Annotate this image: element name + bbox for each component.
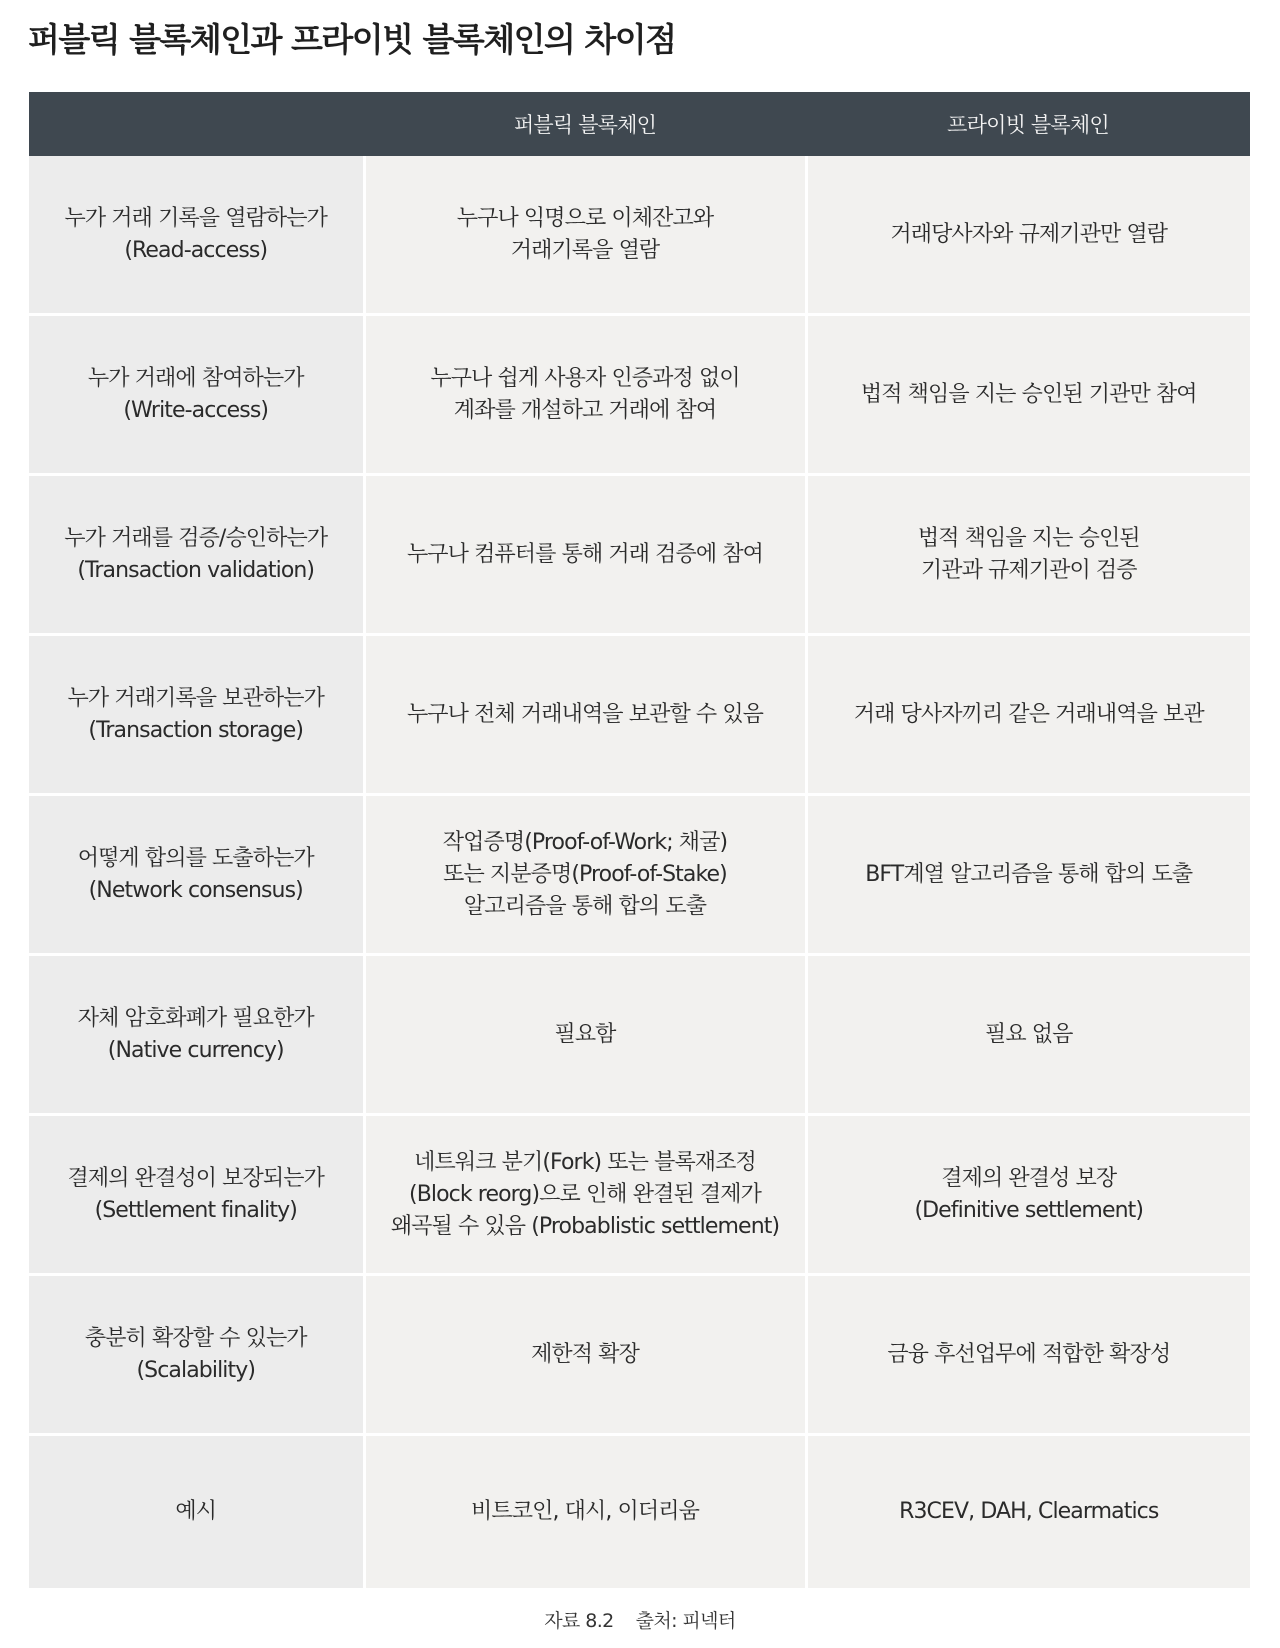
table-row [29, 635, 1250, 795]
row-criterion: 누가 거래 기록을 열람하는가 (Read-access) [29, 156, 364, 315]
row-private-value: 거래 당사자끼리 같은 거래내역을 보관 [806, 635, 1250, 795]
table-row [29, 1115, 1250, 1275]
row-public-value: 누구나 쉽게 사용자 인증과정 없이 계좌를 개설하고 거래에 참여 [364, 315, 806, 475]
figure-caption [0, 1606, 1280, 1633]
row-private-value: 법적 책임을 지는 승인된 기관과 규제기관이 검증 [806, 475, 1250, 635]
row-private-value: R3CEV, DAH, Clearmatics [806, 1435, 1250, 1589]
row-public-value: 누구나 컴퓨터를 통해 거래 검증에 참여 [364, 475, 806, 635]
header-criterion [29, 92, 364, 156]
table-row [29, 1275, 1250, 1435]
row-criterion: 누가 거래를 검증/승인하는가 (Transaction validation) [29, 475, 364, 635]
header-public-blockchain: 퍼블릭 블록체인 [364, 92, 806, 156]
row-criterion: 예시 [29, 1435, 364, 1589]
row-criterion: 누가 거래에 참여하는가 (Write-access) [29, 315, 364, 475]
table-header [29, 92, 1250, 156]
header-row [29, 92, 1250, 156]
row-public-value: 필요함 [364, 955, 806, 1115]
row-criterion: 누가 거래기록을 보관하는가 (Transaction storage) [29, 635, 364, 795]
table-row [29, 795, 1250, 955]
table-row [29, 955, 1250, 1115]
row-public-value: 네트워크 분기(Fork) 또는 블록재조정 (Block reorg)으로 인해 완결된 결제가 왜곡될 수 있음 (Probablistic settlement) [364, 1115, 806, 1275]
table-body [29, 156, 1250, 1588]
row-public-value: 제한적 확장 [364, 1275, 806, 1435]
row-private-value: 법적 책임을 지는 승인된 기관만 참여 [806, 315, 1250, 475]
comparison-table [29, 92, 1250, 1588]
table-row [29, 315, 1250, 475]
figure-number: 자료 8.2 [544, 1610, 614, 1632]
row-criterion: 자체 암호화폐가 필요한가 (Native currency) [29, 955, 364, 1115]
table-row [29, 156, 1250, 315]
table-row [29, 1435, 1250, 1589]
table-row [29, 475, 1250, 635]
source-credit: 출처: 피넥터 [635, 1610, 736, 1632]
row-public-value: 비트코인, 대시, 이더리움 [364, 1435, 806, 1589]
row-criterion: 충분히 확장할 수 있는가 (Scalability) [29, 1275, 364, 1435]
header-private-blockchain: 프라이빗 블록체인 [806, 92, 1250, 156]
row-private-value: 거래당사자와 규제기관만 열람 [806, 156, 1250, 315]
row-public-value: 누구나 익명으로 이체잔고와 거래기록을 열람 [364, 156, 806, 315]
row-private-value: 금융 후선업무에 적합한 확장성 [806, 1275, 1250, 1435]
row-criterion: 어떻게 합의를 도출하는가 (Network consensus) [29, 795, 364, 955]
row-private-value: BFT계열 알고리즘을 통해 합의 도출 [806, 795, 1250, 955]
row-private-value: 필요 없음 [806, 955, 1250, 1115]
page-title: 퍼블릭 블록체인과 프라이빗 블록체인의 차이점 [28, 20, 676, 59]
row-criterion: 결제의 완결성이 보장되는가 (Settlement finality) [29, 1115, 364, 1275]
row-public-value: 누구나 전체 거래내역을 보관할 수 있음 [364, 635, 806, 795]
row-public-value: 작업증명(Proof-of-Work; 채굴) 또는 지분증명(Proof-of-Stake) 알고리즘을 통해 합의 도출 [364, 795, 806, 955]
row-private-value: 결제의 완결성 보장 (Definitive settlement) [806, 1115, 1250, 1275]
